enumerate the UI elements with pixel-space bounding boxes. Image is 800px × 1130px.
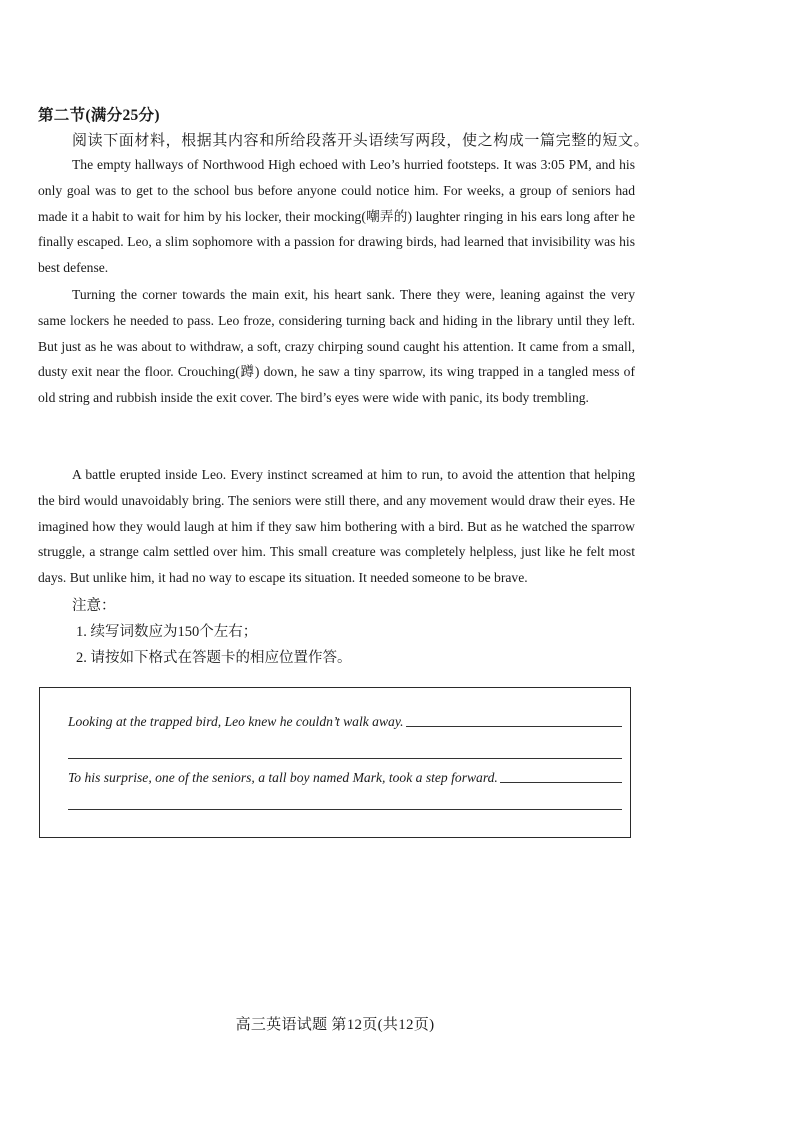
note-item-1: 1. 续写词数应为150个左右； — [76, 624, 258, 640]
passage-paragraph-2: Turning the corner towards the main exit, his heart sank. There they were, leaning against the very same lockers he needed to pass. Leo froze, considering turning back and hiding in the library until they left. But just as he was about to withdraw, a soft, crazy chirping sound caught his attention. It came from a small, dusty exit near the floor. Crouching(蹲) down, he saw a tiny sparrow, its wing trapped in a tangled mess of old string and rubbish inside the exit cover. The bird’s eyes were wide with panic, its body trembling. — [38, 287, 635, 406]
passage-paragraph-1: The empty hallways of Northwood High echoed with Leo’s hurried footsteps. It was 3:05 PM, and his only goal was to get to the school bus before anyone could notice him. For weeks, a group of seniors had made it a habit to wait for him by his locker, their mocking(嘲弄的) laughter ringing in his ears long after he finally escaped. Leo, a slim sophomore with a passion for drawing birds, had learned that invisibility was his best defense. — [38, 157, 635, 276]
answer-box — [39, 687, 631, 838]
paragraph-opener-1: Looking at the trapped bird, Leo knew he couldn’t walk away. — [68, 714, 404, 729]
writing-line[interactable] — [68, 809, 622, 810]
section-instruction: 阅读下面材料，根据其内容和所给段落开头语续写两段，使之构成一篇完整的短文。 — [72, 133, 650, 149]
writing-line[interactable] — [68, 758, 622, 759]
paragraph-opener-2: To his surprise, one of the seniors, a tall boy named Mark, took a step forward. — [68, 770, 498, 785]
note-item-2: 2. 请按如下格式在答题卡的相应位置作答。 — [76, 650, 352, 666]
passage-paragraph-3: A battle erupted inside Leo. Every instinct screamed at him to run, to avoid the attention that helping the bird would unavoidably bring. The seniors were still there, and any movement would draw their eyes. He imagined how they would laugh at him if they saw him bothering with a bird. But as he watched the sparrow struggle, a strange calm settled over him. This small creature was completely helpless, just like he felt most days. But unlike him, it had no way to escape its situation. It needed someone to be brave. — [38, 467, 635, 586]
writing-line[interactable] — [500, 781, 622, 783]
writing-line[interactable] — [406, 725, 622, 727]
notes-heading: 注意： — [72, 598, 116, 614]
answer-row-1 — [68, 714, 622, 730]
answer-row-2 — [68, 770, 622, 786]
page-footer: 高三英语试题 第12页(共12页) — [235, 1017, 435, 1033]
section-title: 第二节(满分25分) — [38, 107, 160, 124]
